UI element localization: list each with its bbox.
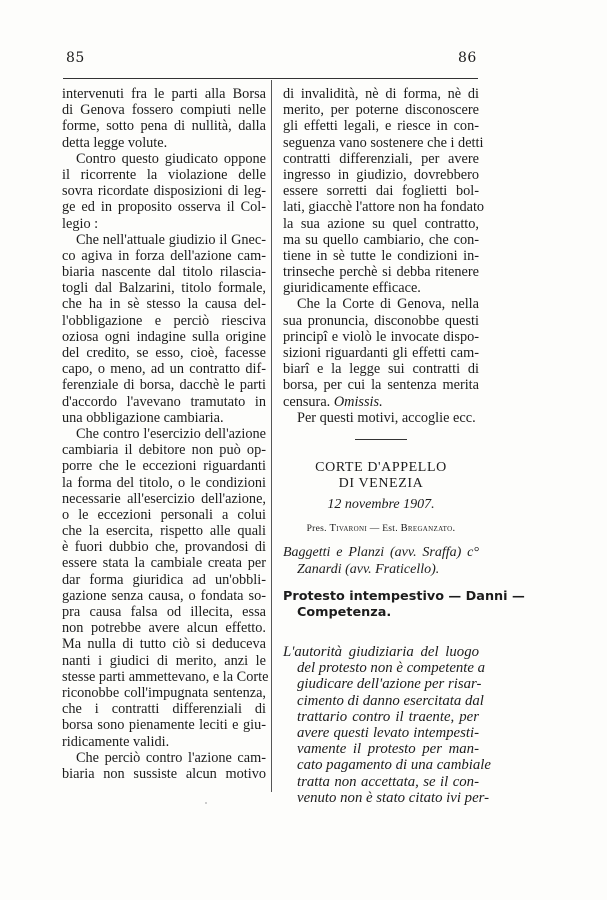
maxim-line: avere questi levato intempesti-: [297, 725, 479, 742]
text-line: d'accordo l'avevano tramutato in: [62, 393, 266, 410]
text-line: stesse parti ammettevano, e la Corte: [62, 668, 269, 685]
parties: [283, 545, 479, 577]
parties-line: Zanardi (avv. Fraticello).: [297, 561, 440, 577]
text-line: la sua azione su quel contratto,: [283, 215, 479, 232]
text-line: ma su quello cambiario, che con-: [283, 231, 479, 248]
text-line: Che contro l'esercizio dell'azione: [76, 425, 266, 442]
page-number-right: 86: [458, 50, 477, 66]
text-line: di invalidità, nè di forma, nè di: [283, 86, 479, 102]
text-line: Che la Corte di Genova, nella: [297, 296, 479, 313]
text-line: porre che le eccezioni riguardanti: [62, 458, 266, 475]
text-line: borsa, per cui la sentenza merita: [283, 377, 479, 394]
text-line: capo, o meno, ad un contratto dif-: [62, 361, 266, 378]
est-label: Est.: [382, 524, 398, 535]
text-line: necessarie all'esercizio dell'azione,: [62, 490, 266, 507]
text-line: Contro questo giudicato oppone: [76, 150, 266, 167]
closing-line: Per questi motivi, accoglie ecc.: [297, 409, 476, 426]
heading-line: Competenza.: [297, 604, 392, 620]
maxim-line: del protesto non è competente a: [297, 660, 486, 677]
text-line: non potrebbe avere alcun effetto.: [62, 620, 266, 637]
text-line: Ma nulla di tutto ciò si deduceva: [62, 636, 266, 653]
judges-line: [283, 521, 479, 537]
court-name: [283, 460, 479, 492]
text-line: Che nell'attuale giudizio il Gnec-: [76, 231, 266, 248]
text-line: detta legge volute.: [62, 134, 168, 151]
text-line: biaria nascente dal titolo rilascia-: [62, 264, 266, 281]
text-line: legio :: [62, 215, 99, 232]
text-line: ferenziale di borsa, dacchè le parti: [62, 377, 266, 394]
pres-name: Tivaroni: [329, 523, 367, 535]
court-line-1: CORTE D'APPELLO: [315, 459, 447, 475]
judges-dash: —: [369, 524, 380, 535]
text-line: essere sorretti dai foglietti bol-: [283, 183, 479, 200]
text-line: oziosa ogni indagine sulla origine: [62, 328, 266, 345]
text-line: co agiva in forza dell'azione cam-: [62, 247, 266, 264]
text-line: ridicamente validi.: [62, 733, 170, 750]
text-line: che la esercita, rispetto alle quali: [62, 523, 266, 540]
text-line: biaria non sussiste alcun motivo: [62, 765, 266, 782]
text-line: seguenza vano sostenere che i detti: [283, 134, 484, 151]
text-line: sua pronuncia, disconobbe questi: [283, 312, 479, 329]
text-line: che i contratti differenziali di: [62, 701, 266, 718]
text-line: o le eccezioni personali a colui: [62, 506, 266, 523]
text-line: del credito, se esso, cioè, facesse: [62, 345, 266, 361]
pres-label: Pres.: [306, 524, 327, 535]
heading-line: Protesto intempestivo — Danni —: [283, 588, 525, 604]
text-line: dar forma giuridica ad un'obbli-: [62, 571, 266, 588]
text-line: sizioni riguardanti gli effetti cam-: [283, 345, 479, 361]
text-line: contratti differenziali, per avere: [283, 150, 479, 167]
censura-text: censura.: [283, 393, 331, 410]
maxim-line: L'autorità giudiziaria del luogo: [283, 644, 479, 661]
text-line: nanti i giudici di merito, anzi le: [62, 652, 266, 669]
text-line: cambiaria il debitore non può op-: [62, 442, 266, 459]
text-line: merito, per poterne disconoscere: [283, 102, 479, 119]
page-number-left: 85: [66, 50, 85, 66]
parties-line: Baggetti e Planzi (avv. Sraffa) c°: [283, 545, 479, 561]
paper-speck: [205, 802, 207, 804]
maxim-line: tratta non accettata, se il con-: [297, 773, 479, 790]
maxim-line: cimento di danno esercitata dal: [297, 692, 484, 709]
text-line: ingresso in giudizio, dovrebbero: [283, 166, 479, 183]
text-line: lati, giacchè l'attore non ha fondato: [283, 199, 485, 216]
text-line: il ricorrente la violazione delle: [62, 166, 266, 183]
court-line-2: DI VENEZIA: [338, 475, 424, 491]
text-line: forme, sotto pena di nullità, dalla: [62, 118, 266, 135]
text-line: [283, 394, 479, 410]
right-column: [283, 86, 525, 806]
maxim-line: trattario contro il traente, per: [297, 708, 479, 725]
text-line: borsa sono pienamente leciti e giu-: [62, 717, 266, 734]
maxim-line: vamente il protesto per man-: [297, 741, 479, 758]
legal-maxim: [283, 644, 491, 806]
text-line: riconobbe coll'impugnata sentenza,: [62, 684, 266, 701]
section-separator: [355, 439, 407, 440]
text-line: sovra ricordate disposizioni di leg-: [62, 183, 266, 200]
maxim-line: venuto non è stato citato ivi per-: [297, 789, 490, 806]
text-line: tiene in sè tutte le condizioni in-: [283, 247, 479, 264]
text-line: gli effetti legali, e riesce in con-: [283, 118, 479, 135]
left-column: [62, 86, 269, 782]
text-line: Che perciò contro l'azione cam-: [76, 749, 266, 766]
column-divider: [271, 80, 272, 792]
text-line: l'obbligazione e perciò riesciva: [62, 312, 266, 329]
text-line: è fuori dubbio che, provandosi di: [62, 539, 266, 556]
text-line: che ha in sè stesso la causa del-: [62, 296, 266, 313]
header-rule: [63, 78, 478, 79]
text-line: intervenuti fra le parti alla Borsa: [62, 86, 266, 102]
case-heading: [283, 588, 525, 620]
text-line: essere stata la cambiale creata per: [62, 555, 266, 572]
text-line: biarî e la legge sui contratti di: [283, 361, 479, 378]
text-line: gazione senza causa, o fondata so-: [62, 587, 266, 604]
text-line: una obbligazione cambiaria.: [62, 409, 224, 426]
text-line: giuridicamente efficace.: [283, 280, 421, 297]
text-line: principî e violò le invocate dispo-: [283, 328, 479, 345]
maxim-line: giudicare dell'azione per risar-: [297, 676, 482, 693]
decision-date: 12 novembre 1907.: [327, 496, 435, 512]
text-line: pra causa falsa od illecita, essa: [62, 604, 266, 620]
text-line: di Genova fossero compiuti nelle: [62, 102, 266, 119]
maxim-line: cato pagamento di una cambiale: [297, 757, 491, 774]
est-name: Breganzato.: [400, 523, 456, 535]
text-line: ge ed in proposito osserva il Col-: [62, 199, 266, 216]
text-line: togli dal Balzarini, titolo formale,: [62, 280, 266, 297]
text-line: la forma del titolo, o le condizioni: [62, 474, 266, 491]
omissis-text: Omissis.: [333, 393, 383, 410]
text-line: trinseche perchè si debba ritenere: [283, 264, 479, 281]
